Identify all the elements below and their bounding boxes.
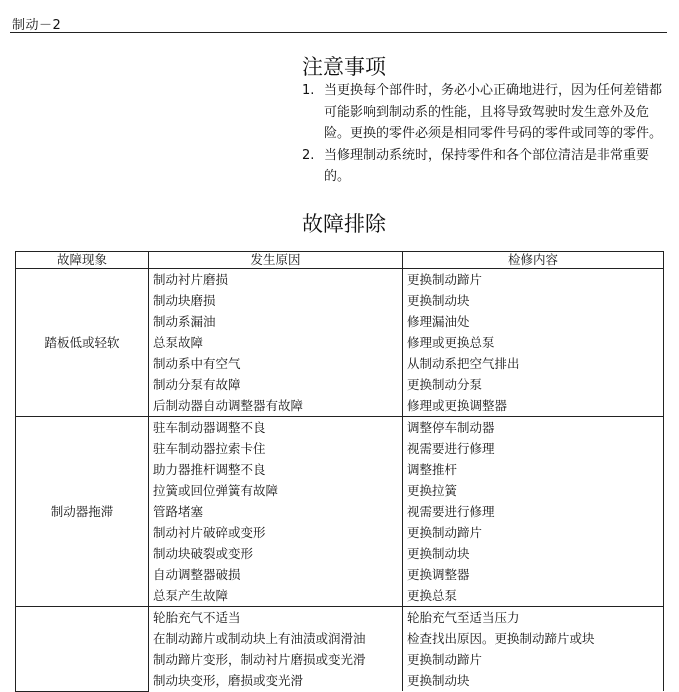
notice-item-text: 当修理制动系统时，保持零件和各个部位清洁是非常重要的。 — [324, 147, 650, 184]
remedy-cell: 从制动系把空气排出 — [403, 353, 664, 374]
remedy-cell: 更换总泵 — [403, 585, 664, 607]
remedy-cell: 轮胎充气至适当压力 — [403, 607, 664, 629]
remedy-cell: 更换制动块 — [403, 543, 664, 564]
remedy-cell: 更换制动块 — [403, 670, 664, 691]
table-header-row — [16, 252, 664, 269]
table-row — [16, 269, 664, 291]
notice-item — [302, 80, 668, 145]
remedy-cell: 更换制动蹄片 — [403, 269, 664, 291]
notice-item — [302, 145, 668, 188]
cause-cell: 总泵故障 — [149, 332, 403, 353]
table-row — [16, 607, 664, 629]
notice-item-text: 当更换每个部件时，务必小心正确地进行，因为任何差错都可能影响到制动系的性能，且将导致驾驶时发生意外及危险。更换的零件必须是相同零件号码的零件或同等的零件。 — [324, 83, 663, 141]
remedy-cell: 修理或更换总泵 — [403, 332, 664, 353]
cause-cell: 制动块变形，磨损或变光滑 — [149, 670, 403, 691]
column-header-cause: 发生原因 — [149, 252, 403, 269]
notice-item-number: 2. — [302, 147, 315, 163]
cause-cell: 管路堵塞 — [149, 501, 403, 522]
remedy-cell: 更换拉簧 — [403, 480, 664, 501]
cause-cell: 制动衬片磨损 — [149, 269, 403, 291]
cause-cell: 拉簧或回位弹簧有故障 — [149, 480, 403, 501]
notice-title: 注意事项 — [302, 55, 386, 79]
remedy-cell: 检查找出原因。更换制动蹄片或块 — [403, 628, 664, 649]
remedy-cell: 更换制动蹄片 — [403, 522, 664, 543]
page-header: 制动－2 — [12, 18, 62, 33]
troubleshooting-table — [15, 251, 664, 692]
remedy-cell: 视需要进行修理 — [403, 438, 664, 459]
cause-cell: 后制动器自动调整器有故障 — [149, 395, 403, 417]
cause-cell: 总泵产生故障 — [149, 585, 403, 607]
symptom-cell: 踏板低或轻软 — [16, 269, 149, 417]
symptom-cell — [16, 607, 149, 692]
troubleshooting-title: 故障排除 — [302, 212, 386, 236]
notice-item-number: 1. — [302, 83, 315, 98]
cause-cell: 制动蹄片变形，制动衬片磨损或变光滑 — [149, 649, 403, 670]
cause-cell: 制动块磨损 — [149, 290, 403, 311]
remedy-cell: 调整停车制动器 — [403, 417, 664, 439]
table-row — [16, 417, 664, 439]
cause-cell: 轮胎充气不适当 — [149, 607, 403, 629]
remedy-cell: 更换制动块 — [403, 290, 664, 311]
remedy-cell: 更换制动分泵 — [403, 374, 664, 395]
cause-cell: 自动调整器破损 — [149, 564, 403, 585]
column-header-symptom: 故障现象 — [16, 252, 149, 269]
remedy-cell: 修理或更换调整器 — [403, 395, 664, 417]
header-divider — [10, 32, 667, 33]
remedy-cell: 更换调整器 — [403, 564, 664, 585]
remedy-cell: 调整推杆 — [403, 459, 664, 480]
remedy-cell: 视需要进行修理 — [403, 501, 664, 522]
remedy-cell: 更换制动蹄片 — [403, 649, 664, 670]
remedy-cell: 修理漏油处 — [403, 311, 664, 332]
cause-cell: 制动系漏油 — [149, 311, 403, 332]
cause-cell: 助力器推杆调整不良 — [149, 459, 403, 480]
cause-cell: 驻车制动器拉索卡住 — [149, 438, 403, 459]
cause-cell: 制动系中有空气 — [149, 353, 403, 374]
notice-list — [302, 80, 668, 188]
cause-cell: 制动分泵有故障 — [149, 374, 403, 395]
cause-cell: 制动衬片破碎或变形 — [149, 522, 403, 543]
cause-cell: 在制动蹄片或制动块上有油渍或润滑油 — [149, 628, 403, 649]
cause-cell: 制动块破裂或变形 — [149, 543, 403, 564]
table-body — [16, 269, 664, 692]
column-header-remedy: 检修内容 — [403, 252, 664, 269]
symptom-cell: 制动器拖滞 — [16, 417, 149, 607]
cause-cell: 驻车制动器调整不良 — [149, 417, 403, 439]
